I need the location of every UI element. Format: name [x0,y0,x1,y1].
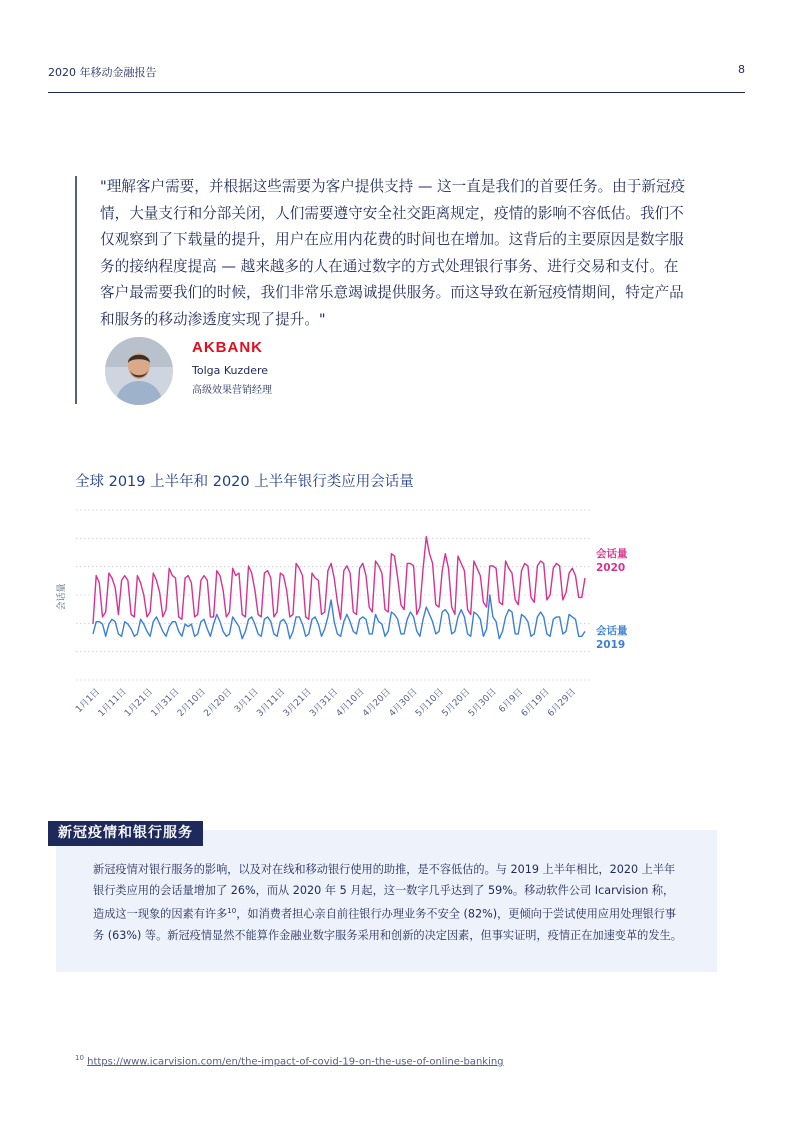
akbank-logo: AKBANK [192,339,263,356]
x-tick-label: 4月20日 [361,687,394,720]
x-tick-label: 1月31日 [149,687,182,720]
footnote [75,1054,504,1067]
x-tick-label: 2月10日 [175,687,208,720]
x-tick-label: 5月10日 [413,687,446,720]
legend-2020-line2: 2020 [596,562,626,574]
section-body-part2: ，如消费者担心亲自前往银行办理业务不安全 (82%)，更倾向于尝试使用应用处理银行事务 (63%) 等。新冠疫情显然不能算作金融业数字服务采用和创新的决定因素，但事实证明，疫情正在加速变革的发生。 [93,907,682,942]
x-tick-label: 5月30日 [466,687,499,720]
header-title: 2020 年移动金融报告 [48,66,157,79]
x-tick-label: 6月9日 [497,687,526,715]
legend-2019-line1: 会话量 [596,625,628,637]
x-tick-label: 1月11日 [96,687,129,720]
chart-title: 全球 2019 上半年和 2020 上半年银行类应用会话量 [75,474,414,490]
x-tick-label: 5月20日 [440,687,473,720]
x-tick-label: 3月21日 [281,687,314,720]
footnote-link[interactable]: https://www.icarvision.com/en/the-impact-of-covid-19-on-the-use-of-online-banking [87,1056,504,1068]
person-name: Tolga Kuzdere [192,364,269,377]
section-body [93,860,683,946]
person-photo [105,337,173,405]
x-axis-ticks [74,686,579,719]
x-tick-label: 3月11日 [255,687,288,720]
x-tick-label: 4月30日 [387,687,420,720]
section-title: 新冠疫情和银行服务 [48,821,203,846]
x-tick-label: 4月10日 [334,687,367,720]
chart-gridlines [76,510,590,680]
quote-accent-bar [75,176,77,404]
x-tick-label: 3月31日 [308,687,341,720]
quote-text: "理解客户需要，并根据这些需要为客户提供支持 — 这一直是我们的首要任务。由于新冠疫情，大量支行和分部关闭，人们需要遵守安全社交距离规定，疫情的影响不容低估。我们不仅观察到了下载量的提升，用户在应用内花费的时间也在增加。这背后的主要原因是数字服务的接纳程度提高 — 越来越多的人在通过数字的方式处理银行事务、进行交易和支付。在客户最需要我们的时候，我们非常乐意竭诚提供服务。而这导致在新冠疫情期间，特定产品和服务的移动渗透度实现了提升。" [100,178,686,328]
header-divider [48,92,745,93]
x-tick-label: 1月21日 [123,687,156,720]
legend-2019-line2: 2019 [596,639,626,651]
x-tick-label: 1月1日 [74,687,103,715]
footnote-reference: 10 [227,907,237,916]
x-tick-label: 6月19日 [519,687,552,720]
session-volume-chart [0,500,793,740]
x-tick-label: 2月20日 [202,687,235,720]
avatar [105,337,173,405]
person-title: 高级效果营销经理 [192,385,272,396]
footnote-number: 10 [75,1054,84,1062]
y-axis-label: 会话量 [57,583,67,611]
page-number: 8 [738,63,745,76]
section-body-part1: 新冠疫情对银行服务的影响，以及对在线和移动银行使用的助推，是不容低估的。与 2019 上半年相比，2020 上半年银行类应用的会话量增加了 26%，而从 2020 年 5 月起，这一数字几乎达到了 59%。移动软件公司 Icarvision 称，造成这一现象的因素有许多 [93,863,676,921]
legend-2020-line1: 会话量 [596,548,628,560]
x-tick-label: 3月1日 [232,687,261,715]
x-tick-label: 6月29日 [546,687,579,720]
